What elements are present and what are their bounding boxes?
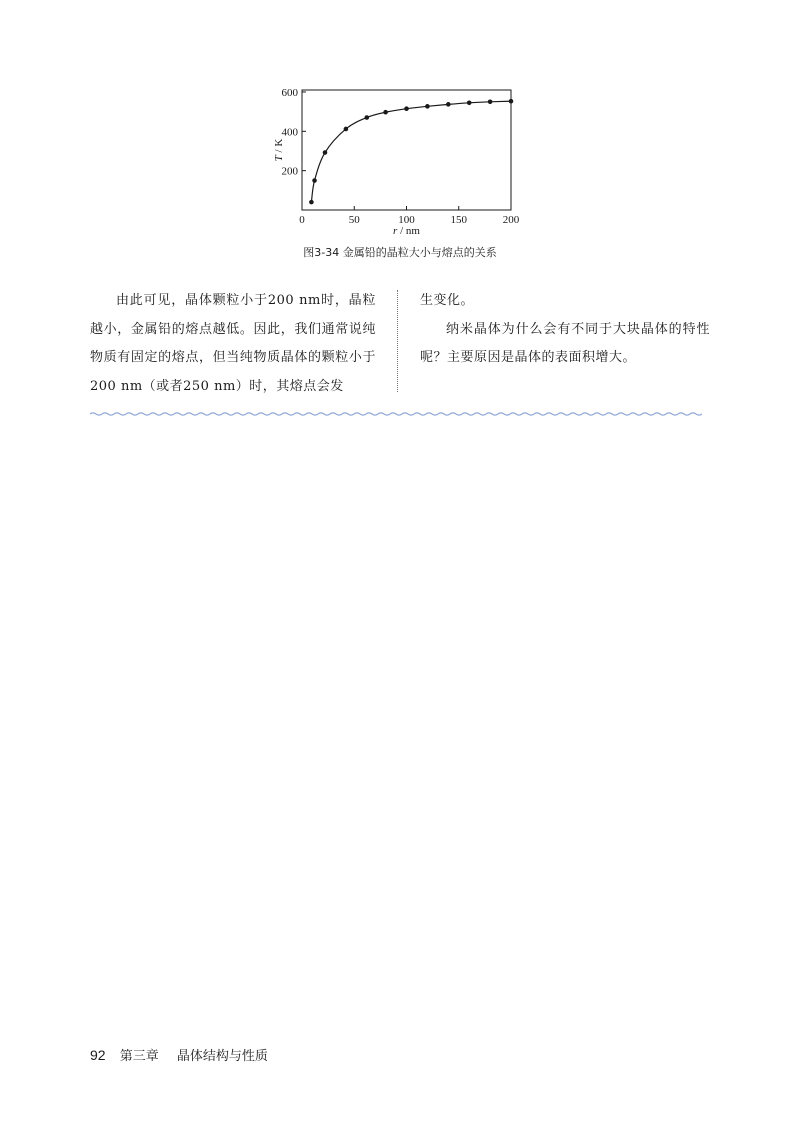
- right-column: [420, 287, 710, 373]
- chapter-label: 第三章: [119, 1049, 159, 1064]
- x-tick-label: 200: [502, 214, 520, 226]
- x-tick-label: 100: [398, 214, 415, 226]
- right-continuation: 生变化。: [420, 293, 475, 308]
- y-tick-label: 400: [281, 126, 298, 139]
- data-point: [404, 106, 409, 111]
- page-number: 92: [90, 1047, 106, 1063]
- y-tick-label: 200: [281, 165, 298, 178]
- wavy-divider: [90, 409, 702, 419]
- left-column: [90, 287, 376, 401]
- x-axis-label: r / nm: [393, 225, 420, 237]
- x-tick-label: 150: [450, 214, 467, 226]
- chart-svg: [260, 80, 540, 240]
- column-divider: [397, 290, 398, 392]
- data-point: [488, 100, 493, 105]
- data-point: [364, 115, 369, 120]
- data-point: [309, 200, 314, 205]
- data-point: [446, 102, 451, 107]
- series-curve: [311, 101, 511, 202]
- page-footer: [90, 1045, 268, 1064]
- data-point: [323, 150, 328, 155]
- data-point: [467, 100, 472, 105]
- right-paragraph: 纳米晶体为什么会有不同于大块晶体的特性呢？主要原因是晶体的表面积增大。: [420, 321, 710, 365]
- data-point: [344, 127, 349, 132]
- x-tick-label: 50: [348, 214, 360, 226]
- left-paragraph: 由此可见，晶体颗粒小于200 nm时，晶粒越小，金属铅的熔点越低。因此，我们通常说纯物质有固定的熔点，但当纯物质晶体的颗粒小于200 nm（或者250 nm）时，其熔点会发: [90, 293, 376, 394]
- figure-caption: 图3-34 金属铅的晶粒大小与熔点的关系: [303, 246, 497, 259]
- y-axis-label: T / K: [273, 138, 285, 162]
- y-tick-label: 600: [281, 86, 298, 99]
- data-point: [383, 110, 388, 115]
- x-tick-label: 0: [299, 214, 305, 226]
- data-point: [509, 99, 514, 104]
- data-point: [425, 104, 430, 109]
- chapter-title: 晶体结构与性质: [176, 1049, 268, 1064]
- data-point: [312, 178, 317, 183]
- melting-point-chart: [260, 80, 540, 240]
